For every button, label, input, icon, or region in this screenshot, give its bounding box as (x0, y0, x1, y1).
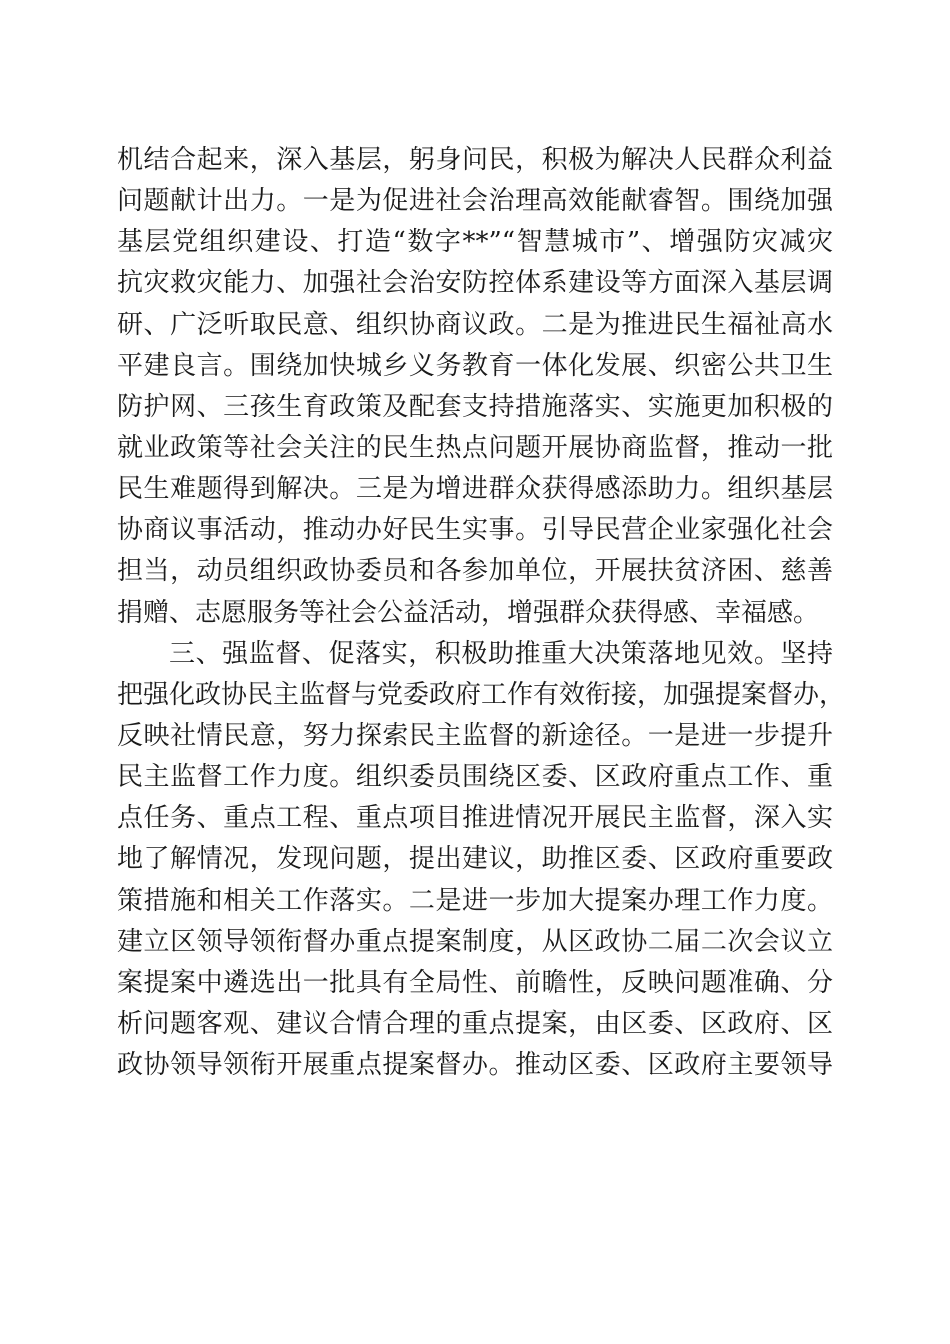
text-line: 就业政策等社会关注的民生热点问题开展协商监督，推动一批 (117, 432, 833, 463)
text-line: 担当，动员组织政协委员和各参加单位，开展扶贫济困、慈善 (117, 556, 833, 587)
document-body (117, 140, 846, 1086)
text-line: 协商议事活动，推动办好民生实事。引导民营企业家强化社会 (117, 515, 833, 546)
text-line: 基层党组织建设、打造“数字**”“智慧城市”、增强防灾减灾 (117, 227, 833, 258)
text-line: 平建良言。围绕加快城乡义务教育一体化发展、织密公共卫生 (117, 350, 833, 381)
text-line: 点任务、重点工程、重点项目推进情况开展民主监督，深入实 (117, 803, 833, 834)
text-line: 研、广泛听取民意、组织协商议政。二是为推进民生福祉高水 (117, 309, 833, 340)
text-line: 民主监督工作力度。组织委员围绕区委、区政府重点工作、重 (117, 762, 833, 793)
text-line: 策措施和相关工作落实。二是进一步加大提案办理工作力度。 (117, 885, 833, 916)
text-line: 建立区领导领衔督办重点提案制度，从区政协二届二次会议立 (117, 926, 833, 957)
text-line: 析问题客观、建议合情合理的重点提案，由区委、区政府、区 (117, 1008, 833, 1039)
text-line: 防护网、三孩生育政策及配套支持措施落实、实施更加积极的 (117, 391, 833, 422)
text-line: 机结合起来，深入基层，躬身问民，积极为解决人民群众利益 (117, 145, 833, 175)
text-line: 地了解情况，发现问题，提出建议，助推区委、区政府重要政 (117, 844, 833, 875)
text-line: 民生难题得到解决。三是为增进群众获得感添助力。组织基层 (117, 474, 833, 505)
text-line: 案提案中遴选出一批具有全局性、前瞻性，反映问题准确、分 (117, 967, 833, 998)
paragraph-end-line: 捐赠、志愿服务等社会公益活动，增强群众获得感、幸福感。 (117, 597, 820, 628)
text-line: 把强化政协民主监督与党委政府工作有效衔接，加强提案督办， (117, 679, 846, 710)
text-line: 问题献计出力。一是为促进社会治理高效能献睿智。围绕加强 (117, 186, 833, 217)
text-line: 政协领导领衔开展重点提案督办。推动区委、区政府主要领导 (117, 1050, 833, 1081)
text-line: 抗灾救灾能力、加强社会治安防控体系建设等方面深入基层调 (117, 268, 833, 299)
text-line: 反映社情民意，努力探索民主监督的新途径。一是进一步提升 (117, 720, 833, 751)
section-heading-line: 三、强监督、促落实，积极助推重大决策落地见效。坚持 (169, 638, 833, 669)
